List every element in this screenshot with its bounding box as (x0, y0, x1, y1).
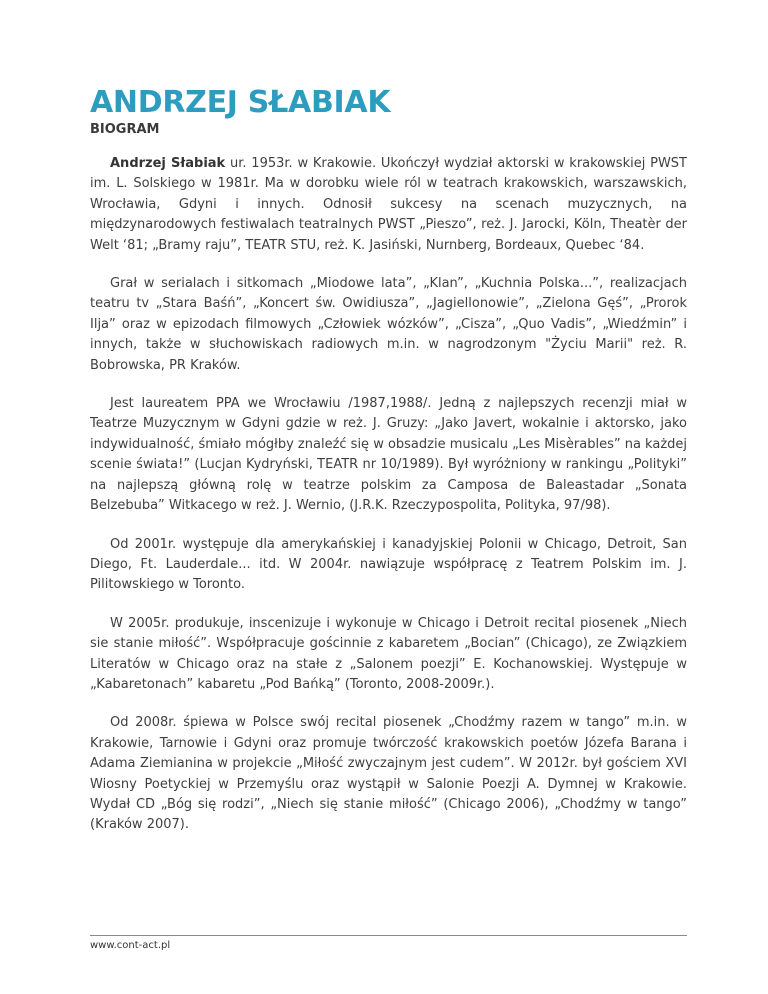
paragraph-recital: W 2005r. produkuje, inscenizuje i wykonuje w Chicago i Detroit recital piosenek „Niech sie stanie miłość”. Współpracuje gościnnie z kabaretem „Bocian” (Chicago), ze Związkiem Literatów w Chicago oraz na stałe z „Salonem poezji” E. Kochanowskiej. Występuje w „Kabaretonach” kabaretu „Pod Bańką” (Toronto, 2008-2009r.). (90, 615, 687, 692)
footer-divider (90, 935, 687, 936)
paragraph-intro (90, 154, 687, 256)
paragraph-intro-text: ur. 1953r. w Krakowie. Ukończył wydział aktorski w krakowskiej PWST im. L. Solskiego w 1981r. Ma w dorobku wiele ról w teatrach krakowskich, warszawskich, Wrocławia, Gdyni i innych. Odnosił sukcesy na scenach muzycznych, na międzynarodowych festiwalach teatralnych PWST „Pieszo”, reż. J. Jarocki, Köln, Theatèr der Welt ‘81; „Bramy raju”, TEATR STU, reż. K. Jasiński, Nurnberg, Bordeaux, Quebec ‘84. (90, 156, 687, 253)
bold-name: Andrzej Słabiak (110, 156, 226, 171)
page-title: ANDRZEJ SŁABIAK (90, 85, 391, 120)
paragraph-tv-roles: Grał w serialach i sitkomach „Miodowe lata”, „Klan”, „Kuchnia Polska...”, realizacjach teatru tv „Stara Baśń”, „Koncert św. Owidiusza”, „Jagiellonowie”, „Zielona Gęś”, „Prorok Ilja” oraz w epizodach filmowych „Człowiek wózków”, „Cisza”, „Quo Vadis”, „Wiedźmin” i innych, także w słuchowiskach radiowych m.in. w nagrodzonym "Życiu Marii" reż. R. Bobrowska, PR Kraków. (90, 276, 687, 373)
document-page (90, 84, 687, 836)
footer-url[interactable]: www.cont-act.pl (90, 940, 171, 951)
page-subtitle: BIOGRAM (90, 122, 160, 137)
paragraph-polonia: Od 2001r. występuje dla amerykańskiej i kanadyjskiej Polonii w Chicago, Detroit, San Diego, Ft. Lauderdale... itd. W 2004r. nawiązuje współpracę z Teatrem Polskim im. J. Pilitowskiego w Toronto. (90, 536, 687, 593)
paragraph-awards: Jest laureatem PPA we Wrocławiu /1987,1988/. Jedną z najlepszych recenzji miał w Teatrze Muzycznym w Gdyni gdzie w reż. J. Gruzy: „Jako Javert, wokalnie i aktorsko, jako indywidualność, śmiało mógłby znaleźć się w obsadzie musicalu „Les Misèrables” na każdej scenie świata!” (Lucjan Kydryński, TEATR nr 10/1989). Był wyróżniony w rankingu „Polityki” na najlepszą główną rolę w teatrze polskim za Camposa de Baleastadar „Sonata Belzebuba” Witkacego w reż. J. Wernio, (J.R.K. Rzeczypospolita, Polityka, 97/98). (90, 396, 687, 514)
paragraph-tango: Od 2008r. śpiewa w Polsce swój recital piosenek „Chodźmy razem w tango” m.in. w Krakowie, Tarnowie i Gdyni oraz promuje twórczość krakowskich poetów Józefa Barana i Adama Ziemianina w projekcie „Miłość zwyczajnym jest cudem”. W 2012r. był gościem XVI Wiosny Poetyckiej w Przemyślu oraz wystąpił w Salonie Poezji A. Dymnej w Krakowie. Wydał CD „Bóg się rodzi”, „Niech się stanie miłość” (Chicago 2006), „Chodźmy w tango” (Kraków 2007). (90, 715, 687, 833)
